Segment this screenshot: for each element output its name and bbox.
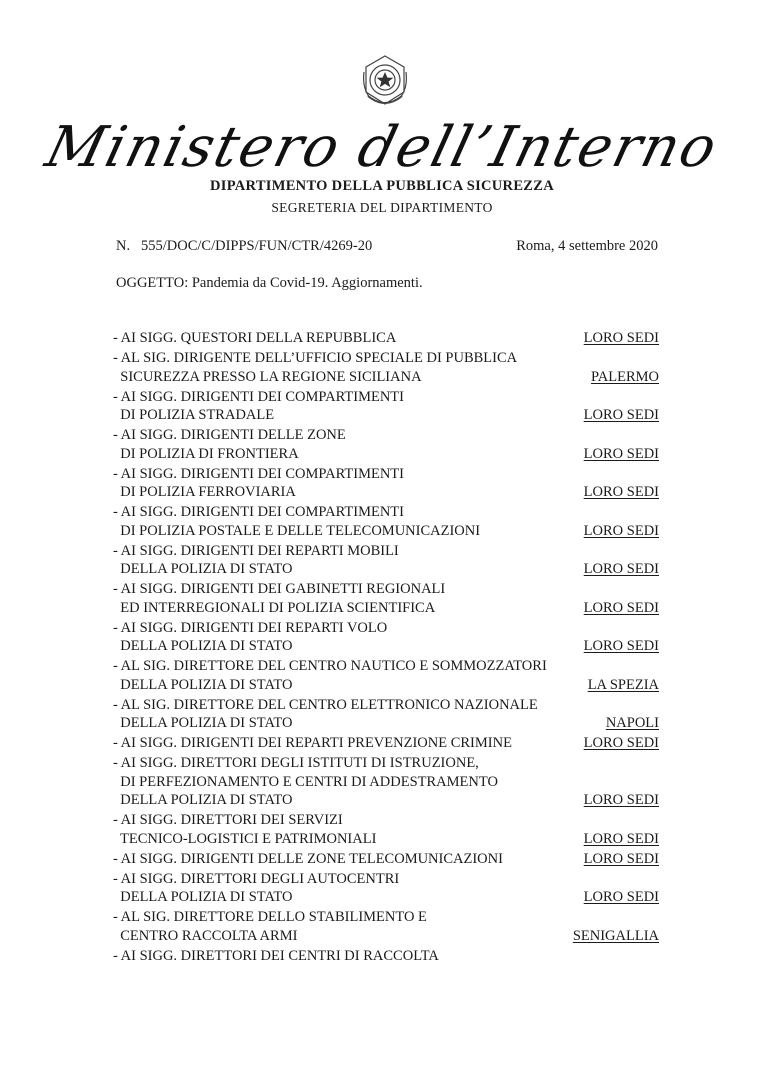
addressee-text: - AI SIGG. DIRETTORI DEGLI ISTITUTI DI ISTRUZIONE, DI PERFEZIONAMENTO E CENTRI DI ADDESTRAMENTO DELLA POLIZIA DI STATO (113, 755, 498, 808)
addressee-entry (113, 426, 659, 463)
addressee-destination: LORO SEDI (583, 484, 659, 500)
addressee-entry (113, 696, 659, 733)
addressee-destination: NAPOLI (605, 715, 659, 731)
addressee-text: - AI SIGG. DIRIGENTI DELLE ZONE DI POLIZIA DI FRONTIERA (113, 427, 346, 462)
addressee-entry (113, 870, 659, 907)
addressee-text: - AI SIGG. DIRIGENTI DEI COMPARTIMENTI DI POLIZIA STRADALE (113, 388, 404, 423)
addressee-entry (113, 811, 659, 848)
addressee-text: - AI SIGG. DIRIGENTI DEI COMPARTIMENTI DI POLIZIA POSTALE E DELLE TELECOMUNICAZIONI (113, 504, 481, 539)
protocol-number: N. 555/DOC/C/DIPPS/FUN/CTR/4269-20 (116, 238, 373, 254)
addressee-destination: LORO SEDI (583, 889, 659, 905)
addressee-destination: LORO SEDI (583, 638, 659, 654)
secretariat-name: SEGRETERIA DEL DIPARTIMENTO (271, 200, 493, 215)
addressee-list (113, 329, 659, 967)
addressee-entry (113, 657, 659, 694)
addressee-text: - AI SIGG. DIRIGENTI DEI COMPARTIMENTI DI POLIZIA FERROVIARIA (113, 465, 404, 500)
addressee-destination: LORO SEDI (583, 792, 659, 808)
addressee-text: - AI SIGG. DIRIGENTI DEI REPARTI MOBILI DELLA POLIZIA DI STATO (113, 542, 399, 577)
addressee-destination: LORO SEDI (583, 445, 659, 462)
addressee-destination: LORO SEDI (583, 599, 659, 616)
addressee-entry (113, 388, 659, 425)
addressee-entry (113, 503, 659, 540)
addressee-destination: SENIGALLIA (572, 927, 659, 944)
addressee-destination: LORO SEDI (583, 522, 659, 539)
addressee-entry (113, 734, 659, 753)
addressee-entry (113, 349, 659, 386)
addressee-destination: LA SPEZIA (587, 676, 659, 693)
addressee-entry (113, 850, 659, 869)
addressee-text: - AL SIG. DIRETTORE DELLO STABILIMENTO E CENTRO RACCOLTA ARMI (113, 909, 427, 944)
addressee-destination: PALERMO (591, 368, 659, 385)
addressee-entry (113, 754, 659, 810)
addressee-entry (113, 619, 659, 656)
addressee-destination: LORO SEDI (583, 407, 659, 423)
addressee-entry (113, 908, 659, 945)
addressee-destination: LORO SEDI (583, 735, 659, 751)
addressee-destination: LORO SEDI (583, 330, 659, 346)
addressee-text: - AL SIG. DIRETTORE DEL CENTRO NAUTICO E SOMMOZZATORI DELLA POLIZIA DI STATO (113, 658, 547, 693)
ministry-title: Ministero dell’Interno (39, 115, 725, 180)
addressee-text: - AI SIGG. DIRETTORI DEI SERVIZI TECNICO-LOGISTICI E PATRIMONIALI (113, 812, 377, 847)
addressee-entry (113, 947, 659, 966)
addressee-text: - AI SIGG. DIRIGENTI DELLE ZONE TELECOMUNICAZIONI (113, 850, 503, 867)
document-date: Roma, 4 settembre 2020 (516, 238, 658, 254)
addressee-text: - AI SIGG. QUESTORI DELLA REPUBBLICA (113, 330, 397, 346)
addressee-text: - AI SIGG. DIRETTORI DEI CENTRI DI RACCOLTA (113, 947, 439, 964)
addressee-text: - AI SIGG. DIRIGENTI DEI REPARTI VOLO DELLA POLIZIA DI STATO (113, 619, 388, 654)
addressee-text: - AI SIGG. DIRETTORI DEGLI AUTOCENTRI DELLA POLIZIA DI STATO (113, 870, 400, 905)
addressee-entry (113, 580, 659, 617)
addressee-text: - AL SIG. DIRETTORE DEL CENTRO ELETTRONICO NAZIONALE DELLA POLIZIA DI STATO (113, 696, 538, 731)
document-subject: OGGETTO: Pandemia da Covid-19. Aggiornamenti. (116, 275, 423, 291)
addressee-entry (113, 329, 659, 348)
addressee-text: - AL SIG. DIRIGENTE DELL’UFFICIO SPECIALE DI PUBBLICA SICUREZZA PRESSO LA REGIONE SICILIANA (113, 350, 518, 385)
addressee-destination: LORO SEDI (583, 830, 659, 847)
addressee-destination: LORO SEDI (583, 561, 659, 577)
addressee-text: - AI SIGG. DIRIGENTI DEI REPARTI PREVENZIONE CRIMINE (113, 735, 512, 751)
republic-emblem-icon (358, 52, 412, 110)
addressee-entry (113, 542, 659, 579)
addressee-entry (113, 465, 659, 502)
department-name: DIPARTIMENTO DELLA PUBBLICA SICUREZZA (209, 178, 555, 194)
addressee-destination: LORO SEDI (583, 850, 659, 867)
addressee-text: - AI SIGG. DIRIGENTI DEI GABINETTI REGIONALI ED INTERREGIONALI DI POLIZIA SCIENTIFICA (113, 581, 446, 616)
